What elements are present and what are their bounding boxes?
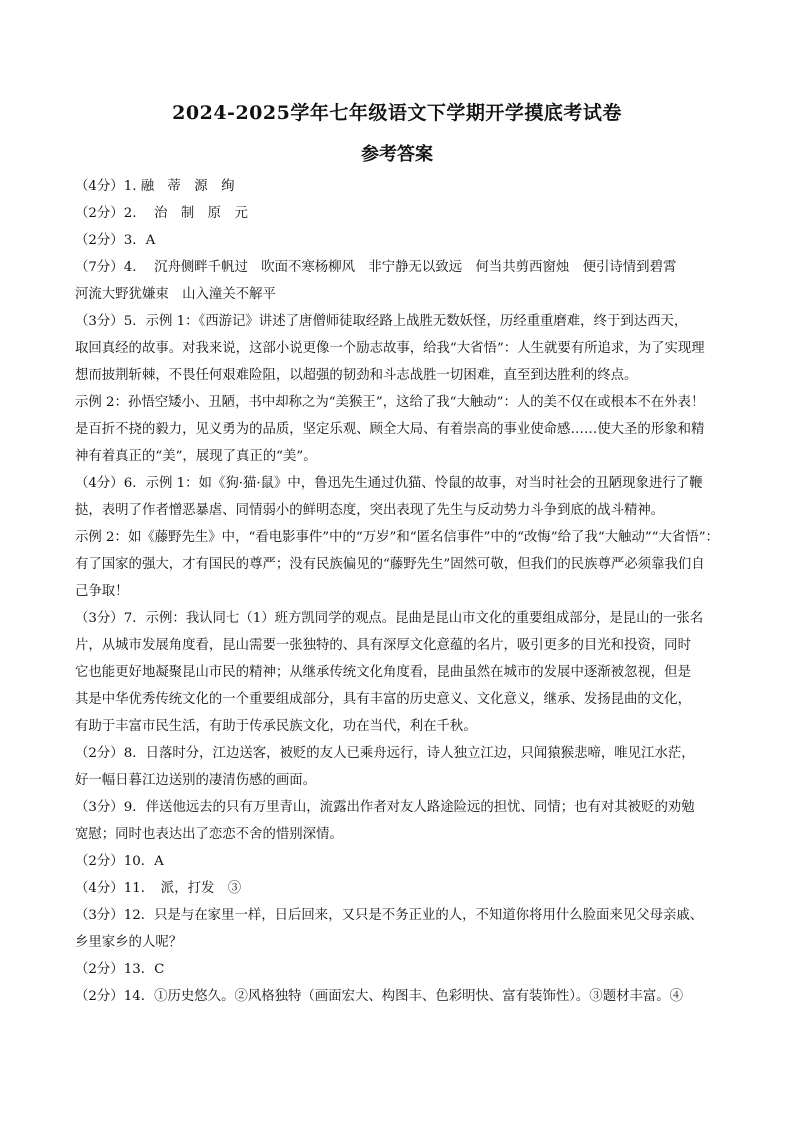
answer-line: 示例 2：如《藤野先生》中，“看电影事件”中的“万岁”和“匿名信事件”中的“改悔”给了我“大触动”“大省悟”： <box>75 530 719 545</box>
answer-line: 宽慰；同时也表达出了恋恋不舍的惜别深情。 <box>75 827 343 842</box>
answer-line: 片，从城市发展角度看，昆山需要一张独特的、具有深厚文化意蕴的名片，吸引更多的目光和投资，同时 <box>75 638 691 653</box>
answer-line: （4分）1. 融 蒂 源 绚 <box>75 179 235 194</box>
page-title: 2024-2025学年七年级语文下学期开学摸底考试卷 <box>172 102 622 124</box>
answer-line: 其是中华优秀传统文化的一个重要组成部分，具有丰富的历史意义、文化意义，继承、发扬昆曲的文化， <box>75 692 691 707</box>
answer-line: （2分）14．①历史悠久。②风格独特（画面宏大、构图丰、色彩明快、富有装饰性）。③题材丰富。④ <box>75 989 684 1004</box>
answer-line: （3分）12．只是与在家里一样，日后回来，又只是不务正业的人，不知道你将用什么脸面来见父母亲戚、 <box>75 908 704 923</box>
answer-line: （3分）5．示例 1：《西游记》讲述了唐僧师徒取经路上战胜无数妖怪，历经重重磨难，终于到达西天， <box>75 314 688 329</box>
answer-line: 河流大野犹嫌束 山入潼关不解平 <box>75 287 276 302</box>
answer-line: 想而披荆斩棘，不畏任何艰难险阻，以超强的韧劲和斗志战胜一切困难，直至到达胜利的终点。 <box>75 368 638 383</box>
answer-line: （2分）3．A <box>75 233 156 248</box>
page-subtitle: 参考答案 <box>361 144 433 165</box>
answer-line: （4分）6．示例 1：如《狗·猫·鼠》中，鲁迅先生通过仇猫、怜鼠的故事，对当时社会的丑陋现象进行了鞭 <box>75 476 703 491</box>
answer-line: （3分）9．伴送他远去的只有万里青山，流露出作者对友人路途险远的担忧、同情；也有对其被贬的劝勉 <box>75 800 695 815</box>
answer-line: 有了国家的强大，才有国民的尊严；没有民族偏见的“藤野先生”固然可敬，但我们的民族尊严必须靠我们自 <box>75 557 705 572</box>
answer-line: （2分）8．日落时分，江边送客，被贬的友人已乘舟远行，诗人独立江边，只闻猿猴悲啼，唯见江水茫， <box>75 746 695 761</box>
answer-line: （2分）13．C <box>75 962 165 977</box>
answer-line: 它也能更好地凝聚昆山市民的精神；从继承传统文化角度看，昆曲虽然在城市的发展中逐渐被忽视，但是 <box>75 665 691 680</box>
answer-line: 神有着真正的“美”，展现了真正的“美”。 <box>75 449 317 464</box>
answer-line: 是百折不挠的毅力，见义勇为的品质，坚定乐观、顾全大局、有着崇高的事业使命感……使大圣的形象和精 <box>75 422 705 437</box>
answer-line: （7分）4. 沉舟侧畔千帆过 吹面不寒杨柳风 非宁静无以致远 何当共剪西窗烛 便引诗情到碧霄 <box>75 260 677 275</box>
answer-line: 好一幅日暮江边送别的凄清伤感的画面。 <box>75 773 317 788</box>
answer-line: （2分）2. 治 制 原 元 <box>75 206 248 221</box>
answer-line: 取回真经的故事。对我来说，这部小说更像一个励志故事，给我“大省悟”：人生就要有所追求，为了实现理 <box>75 341 705 356</box>
answer-line: 示例 2：孙悟空矮小、丑陋，书中却称之为“美猴王”，这给了我“大触动”：人的美不仅在或根本不在外表！ <box>75 395 705 410</box>
answer-line: （4分）11． 派，打发 ③ <box>75 881 242 896</box>
answer-line: 挞，表明了作者憎恶暴虐、同情弱小的鲜明态度，突出表现了先生与反动势力斗争到底的战斗精神。 <box>75 503 665 518</box>
answer-line: 乡里家乡的人呢？ <box>75 935 183 950</box>
answer-line: （3分）7．示例：我认同七（1）班方凯同学的观点。昆曲是昆山市文化的重要组成部分，是昆山的一张名 <box>75 611 704 626</box>
answer-line: 己争取！ <box>75 584 129 599</box>
answer-line: （2分）10．A <box>75 854 164 869</box>
answer-line: 有助于丰富市民生活，有助于传承民族文化，功在当代，利在千秋。 <box>75 719 477 734</box>
